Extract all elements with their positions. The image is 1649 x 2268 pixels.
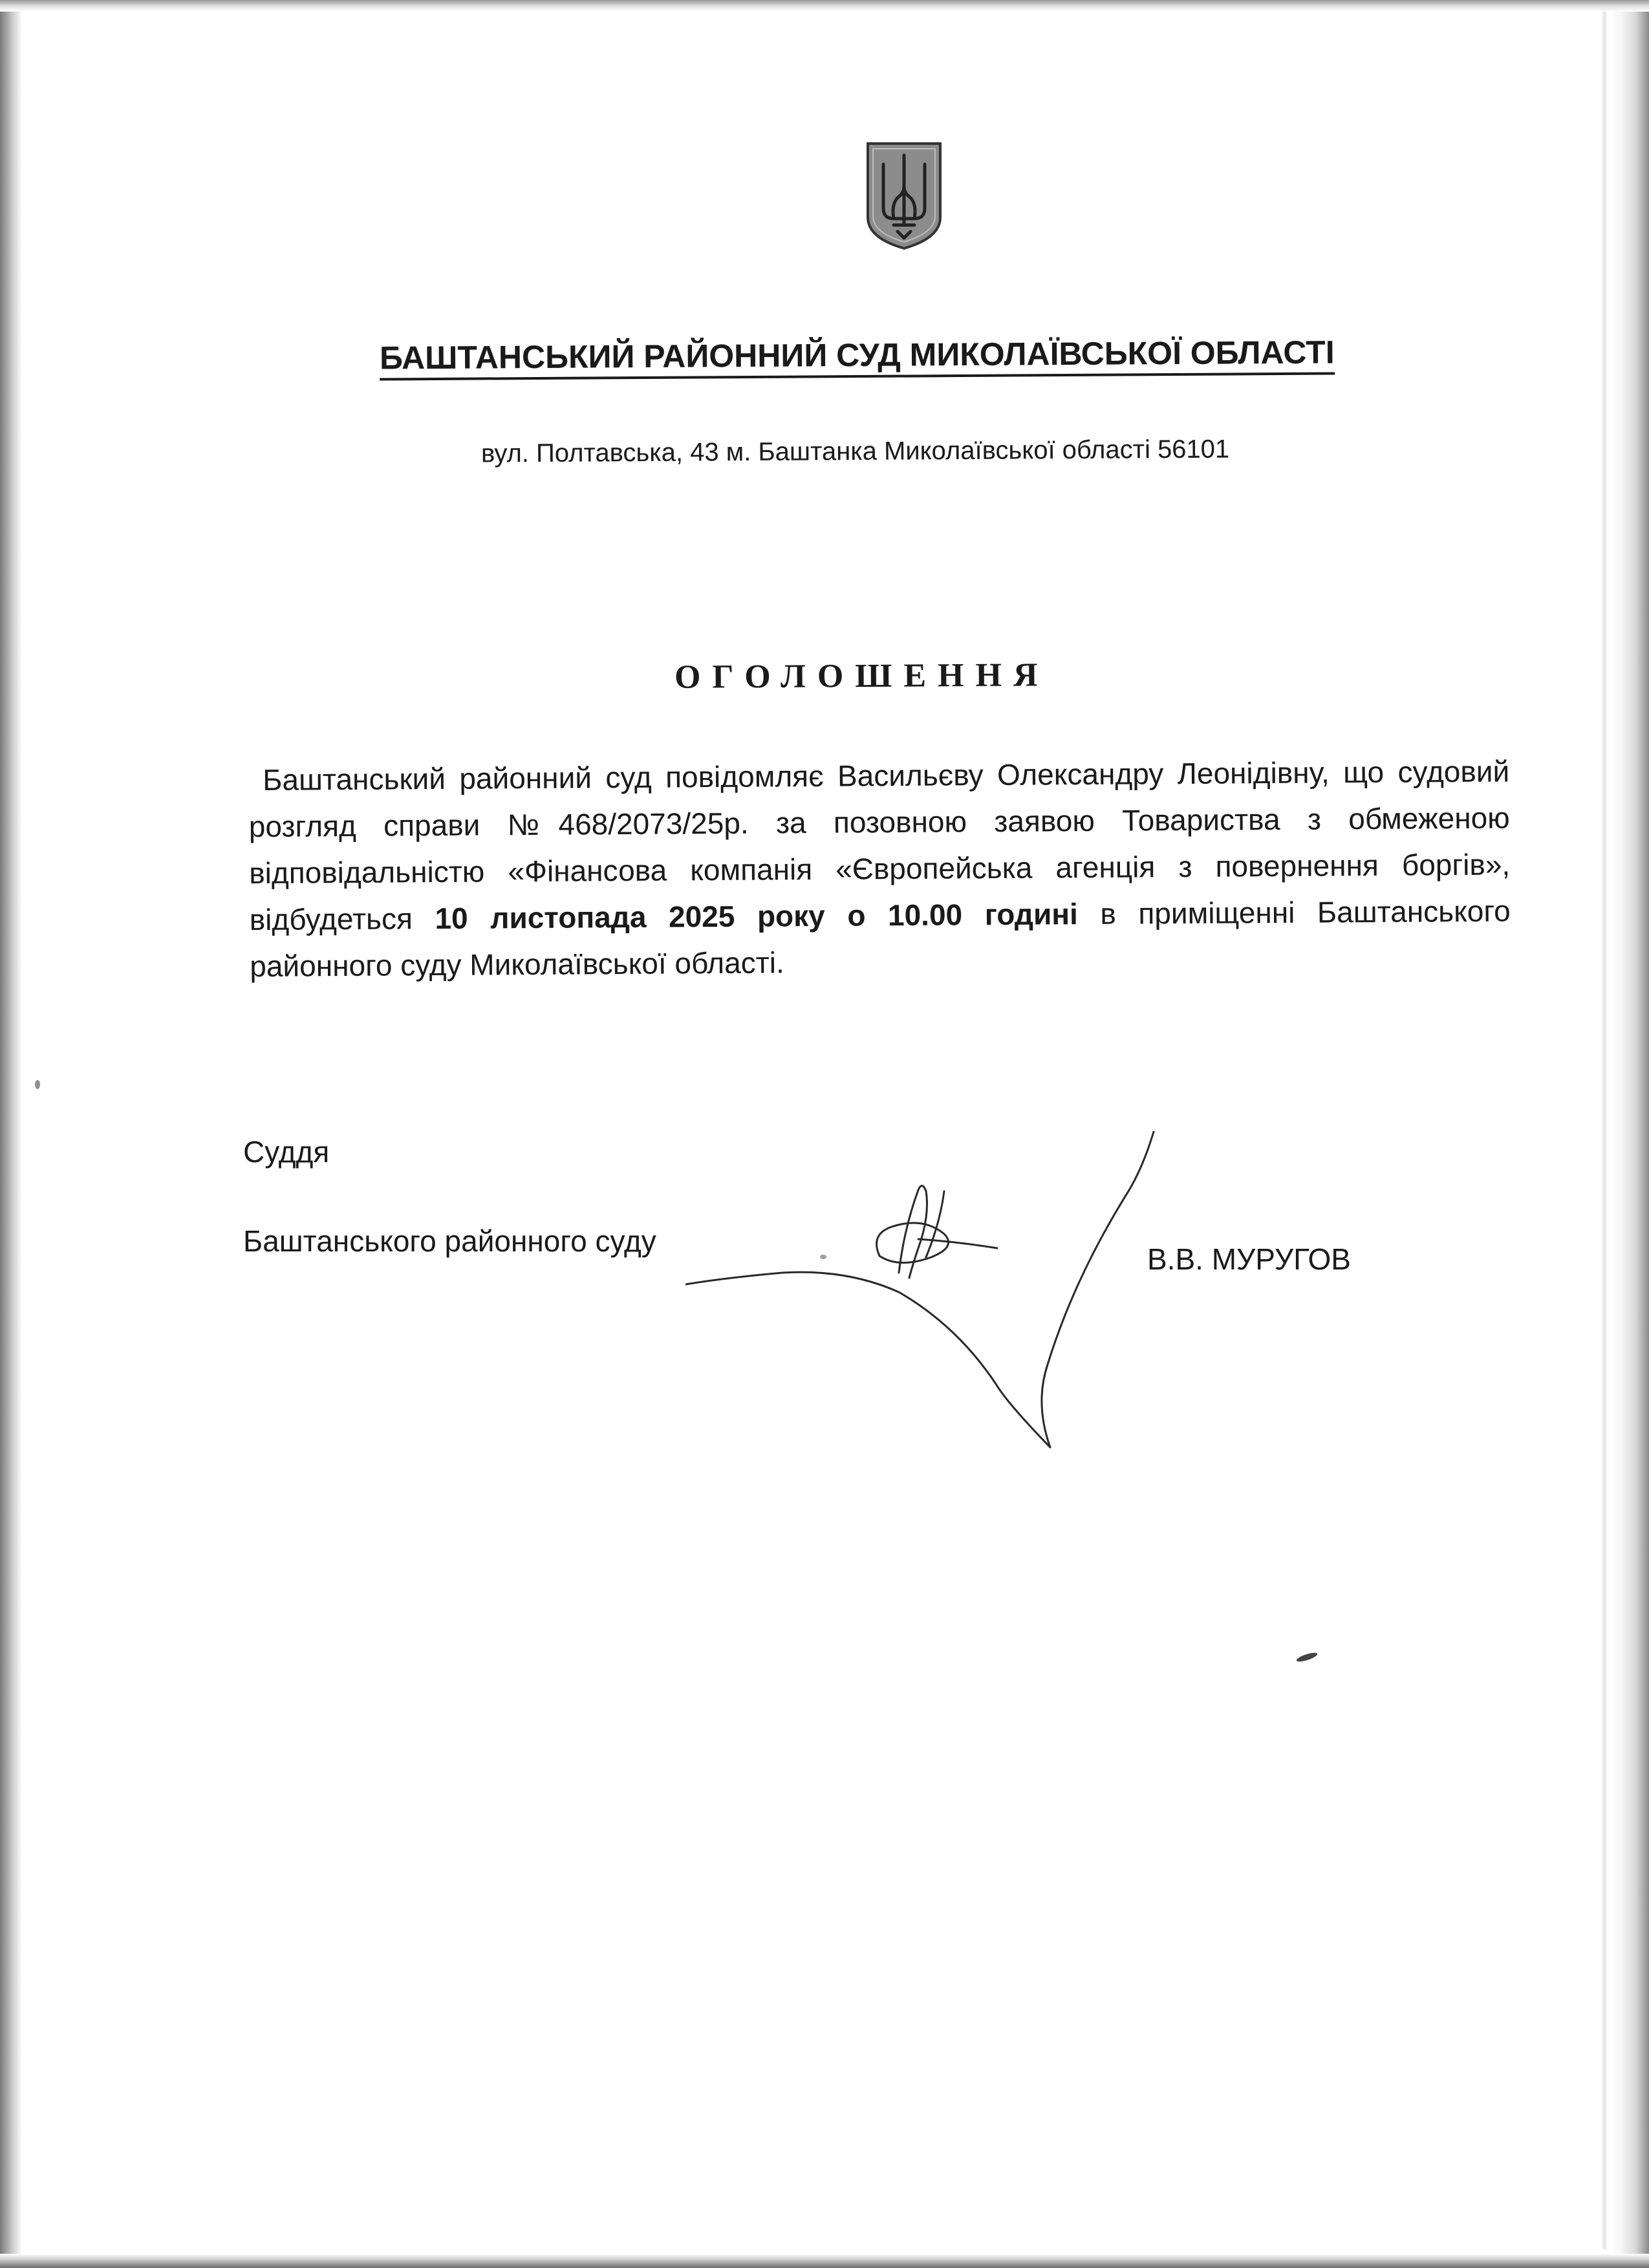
document-title-text: ОГОЛОШЕННЯ [674, 656, 1050, 696]
court-name-text: БАШТАНСЬКИЙ РАЙОННИЙ СУД МИКОЛАЇВСЬКОЇ ОБЛАСТІ [379, 333, 1334, 380]
signatory-position-line2: Баштанського районного суду [243, 1224, 656, 1258]
signatory-position-line1: Суддя [243, 1135, 330, 1169]
court-name-heading [0, 336, 1649, 378]
body-text-part2: в приміщенні Баштанського районного суду Миколаївської області. [250, 894, 1511, 983]
court-address-text: вул. Полтавська, 43 м. Баштанка Миколаївської області 56101 [481, 435, 1230, 468]
hearing-datetime: 10 листопада 2025 року о 10.00 годині [435, 897, 1078, 935]
announcement-body [248, 748, 1511, 989]
scan-speck [1295, 1651, 1318, 1663]
handwritten-signature [685, 1119, 1177, 1455]
scan-speck [35, 1080, 40, 1089]
scan-edge-bottom [0, 2254, 1649, 2268]
scan-speck [820, 1255, 826, 1259]
scan-edge-top [0, 0, 1649, 12]
court-address [0, 437, 1649, 466]
body-text-part1: Баштанський районний суд повідомляє Васильєву Олександру Леонідівну, що судовий розгляд справи №468/2073/25р. за позовною заявою Товариства з обмеженою відповідальністю «Фінансова компанія «Європейська агенція з повернення боргів», відбудеться [248, 754, 1511, 936]
document-title [0, 657, 1649, 695]
judge-name: В.В. МУРУГОВ [1147, 1242, 1351, 1276]
coat-of-arms-emblem-icon [864, 141, 944, 251]
